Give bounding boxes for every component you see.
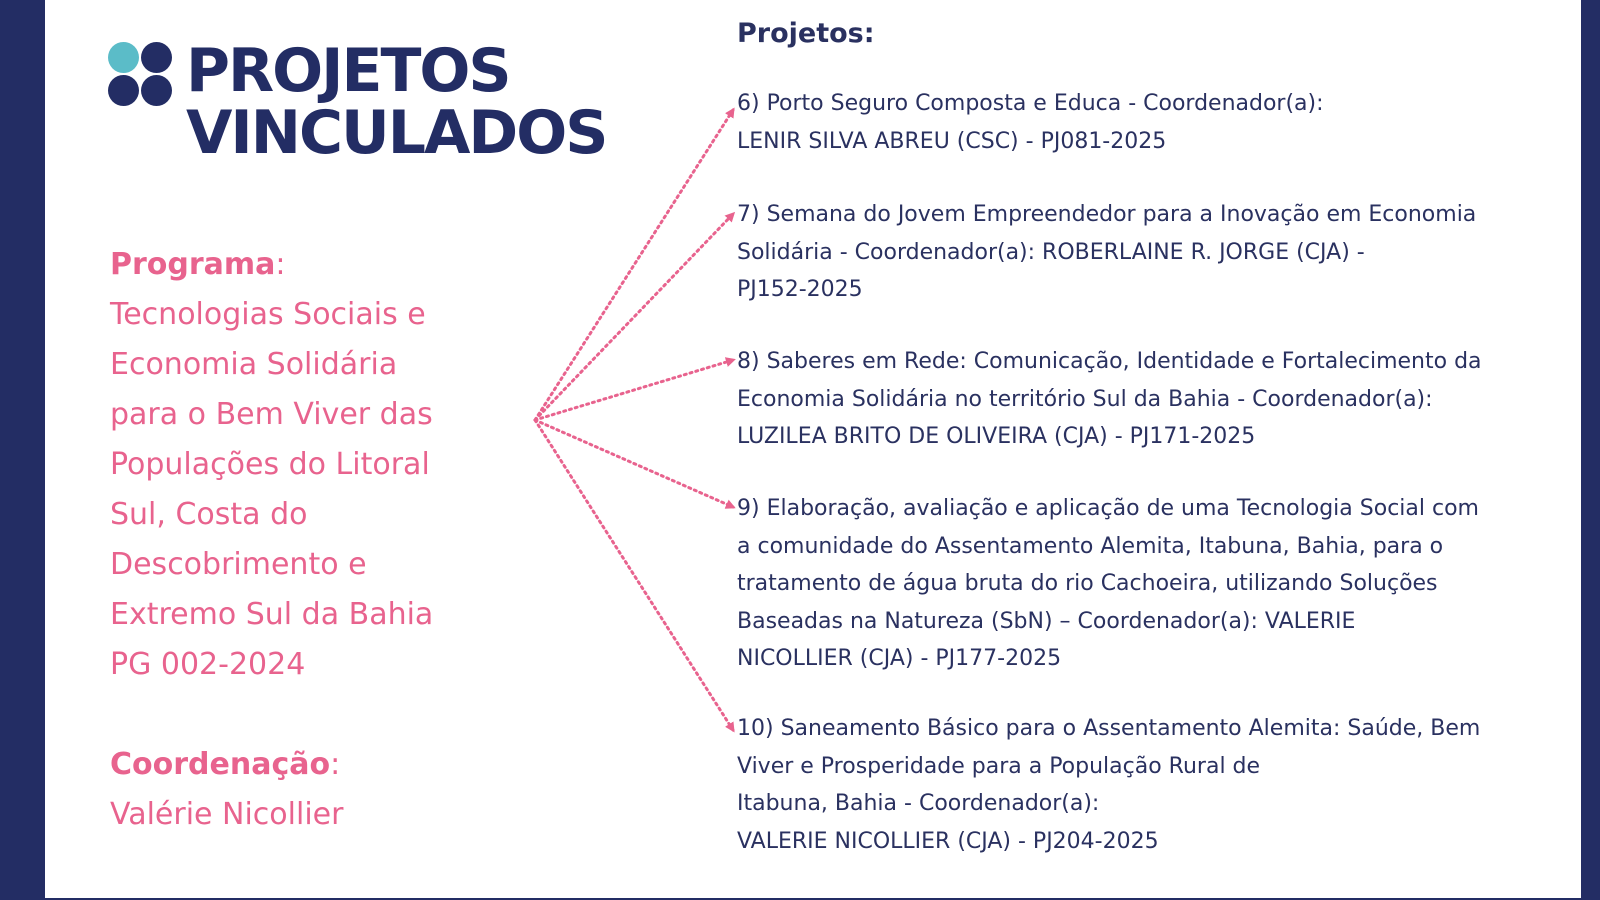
title-line-2: VINCULADOS xyxy=(186,98,607,168)
project-item xyxy=(737,710,1557,860)
programa-line: Tecnologias Sociais e xyxy=(110,297,426,332)
title-line-1: PROJETOS xyxy=(186,36,510,106)
project-line: Baseadas na Natureza (SbN) – Coordenador(a): VALERIE xyxy=(737,608,1356,634)
programa-separator: : xyxy=(275,247,286,282)
project-item xyxy=(737,85,1557,160)
project-line: NICOLLIER (CJA) - PJ177-2025 xyxy=(737,646,1062,671)
programa-line: Descobrimento e xyxy=(110,547,367,582)
project-line: 6) Porto Seguro Composta e Educa - Coordenador(a): xyxy=(737,91,1324,116)
programa-line: Extremo Sul da Bahia xyxy=(110,597,434,632)
project-line: 10) Saneamento Básico para o Assentamento Alemita: Saúde, Bem xyxy=(737,716,1481,741)
project-line: LUZILEA BRITO DE OLIVEIRA (CJA) - PJ171-2025 xyxy=(737,424,1256,449)
project-line: LENIR SILVA ABREU (CSC) - PJ081-2025 xyxy=(737,128,1167,154)
project-line: Solidária - Coordenador(a): ROBERLAINE R. JORGE (CJA) - xyxy=(737,239,1365,265)
project-item xyxy=(737,343,1557,456)
programa-label: Programa xyxy=(110,247,276,282)
coordenacao-label: Coordenação xyxy=(110,747,331,782)
coordenacao-name: Valérie Nicollier xyxy=(110,797,344,832)
connector-arrow xyxy=(535,420,733,730)
project-line: 7) Semana do Jovem Empreendedor para a Inovação em Economia xyxy=(737,202,1477,227)
project-line: VALERIE NICOLLIER (CJA) - PJ204-2025 xyxy=(737,828,1159,854)
project-line: a comunidade do Assentamento Alemita, Itabuna, Bahia, para o xyxy=(737,533,1444,559)
programa-line: para o Bem Viver das xyxy=(110,397,433,432)
project-line: Economia Solidária no território Sul da Bahia - Coordenador(a): xyxy=(737,386,1433,412)
project-line: tratamento de água bruta do rio Cachoeira, utilizando Soluções xyxy=(737,571,1438,596)
programa-line: PG 002-2024 xyxy=(110,647,306,682)
project-line: 8) Saberes em Rede: Comunicação, Identidade e Fortalecimento da xyxy=(737,349,1482,374)
project-line: Viver e Prosperidade para a População Rural de xyxy=(737,753,1261,779)
project-item xyxy=(737,490,1557,678)
coordenacao-separator: : xyxy=(330,747,341,782)
project-line: 9) Elaboração, avaliação e aplicação de uma Tecnologia Social com xyxy=(737,496,1479,521)
projetos-heading: Projetos: xyxy=(737,18,875,49)
programa-line: Populações do Litoral xyxy=(110,447,430,482)
connector-arrow xyxy=(535,110,733,420)
project-line: PJ152-2025 xyxy=(737,277,863,302)
connector-arrow xyxy=(535,420,733,507)
project-line: Itabuna, Bahia - Coordenador(a): xyxy=(737,791,1100,816)
programa-line: Economia Solidária xyxy=(110,347,398,382)
project-item xyxy=(737,196,1557,309)
programa-line: Sul, Costa do xyxy=(110,497,308,532)
